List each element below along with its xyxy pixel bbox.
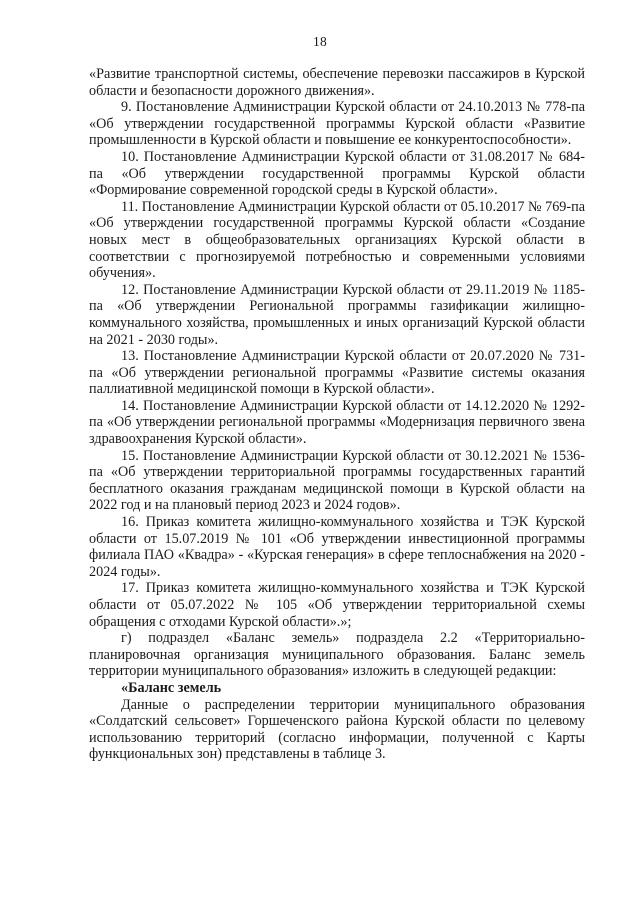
document-body bbox=[89, 66, 585, 763]
section-heading: «Баланс земель bbox=[121, 679, 222, 696]
paragraph-item-9: 9. Постановление Администрации Курской области от 24.10.2013 № 778-па «Об утверждении государственной программы Курской области «Развитие промышленности в Курской области и повышение ее конкурентоспособности». bbox=[89, 99, 585, 149]
paragraph-item-17: 17. Приказ комитета жилищно-коммунального хозяйства и ТЭК Курской области от 05.07.2022 № 105 «Об утверждении территориальной схемы обращения с отходами Курской области».»; bbox=[89, 580, 585, 630]
paragraph-item-10: 10. Постановление Администрации Курской области от 31.08.2017 № 684-па «Об утверждении государственной программы Курской области «Формирование современной городской среды в Курской области». bbox=[89, 148, 585, 199]
paragraph-item-12: 12. Постановление Администрации Курской области от 29.11.2019 № 1185-па «Об утверждении Региональной программы газификации жилищно-коммунального хозяйства, промышленных и иных организаций Курской области на 2021 - 2030 годы». bbox=[89, 281, 585, 348]
paragraph-final: Данные о распределении территории муниципального образования «Солдатский сельсовет» Горшеченского района Курской области по целевому использованию территорий (согласно информации, полученной с Карты функциональных зон) представлены в таблице 3. bbox=[89, 696, 585, 763]
paragraph-item-15: 15. Постановление Администрации Курской области от 30.12.2021 № 1536-па «Об утверждении территориальной программы государственных гарантий бесплатного оказания гражданам медицинской помощи в Курской области на 2022 год и на плановый период 2023 и 2024 годов». bbox=[89, 447, 585, 514]
paragraph-item-13: 13. Постановление Администрации Курской области от 20.07.2020 № 731-па «Об утверждении региональной программы «Развитие системы оказания паллиативной медицинской помощи в Курской области». bbox=[89, 348, 585, 398]
paragraph-continuation: «Развитие транспортной системы, обеспечение перевозки пассажиров в Курской области и безопасности дорожного движения». bbox=[89, 66, 585, 99]
paragraph-item-11: 11. Постановление Администрации Курской области от 05.10.2017 № 769-па «Об утверждении государственной программы Курской области «Создание новых мест в общеобразовательных организациях Курской области в соответствии с прогнозируемой потребностью и современными условиями обучения». bbox=[89, 198, 585, 282]
page-number: 18 bbox=[312, 34, 328, 49]
paragraph-item-16: 16. Приказ комитета жилищно-коммунального хозяйства и ТЭК Курской области от 15.07.2019 № 101 «Об утверждении инвестиционной программы филиала ПАО «Квадра» - «Курская генерация» в сфере теплоснабжения на 2020 - 2024 годы». bbox=[89, 514, 585, 580]
paragraph-item-14: 14. Постановление Администрации Курской области от 14.12.2020 № 1292-па «Об утверждении региональной программы «Модернизация первичного звена здравоохранения Курской области». bbox=[89, 397, 585, 448]
paragraph-subsection-g: г) подраздел «Баланс земель» подраздела 2.2 «Территориально-планировочная организация муниципального образования. Баланс земель территории муниципального образования» изложить в следующей редакции: bbox=[89, 630, 585, 680]
